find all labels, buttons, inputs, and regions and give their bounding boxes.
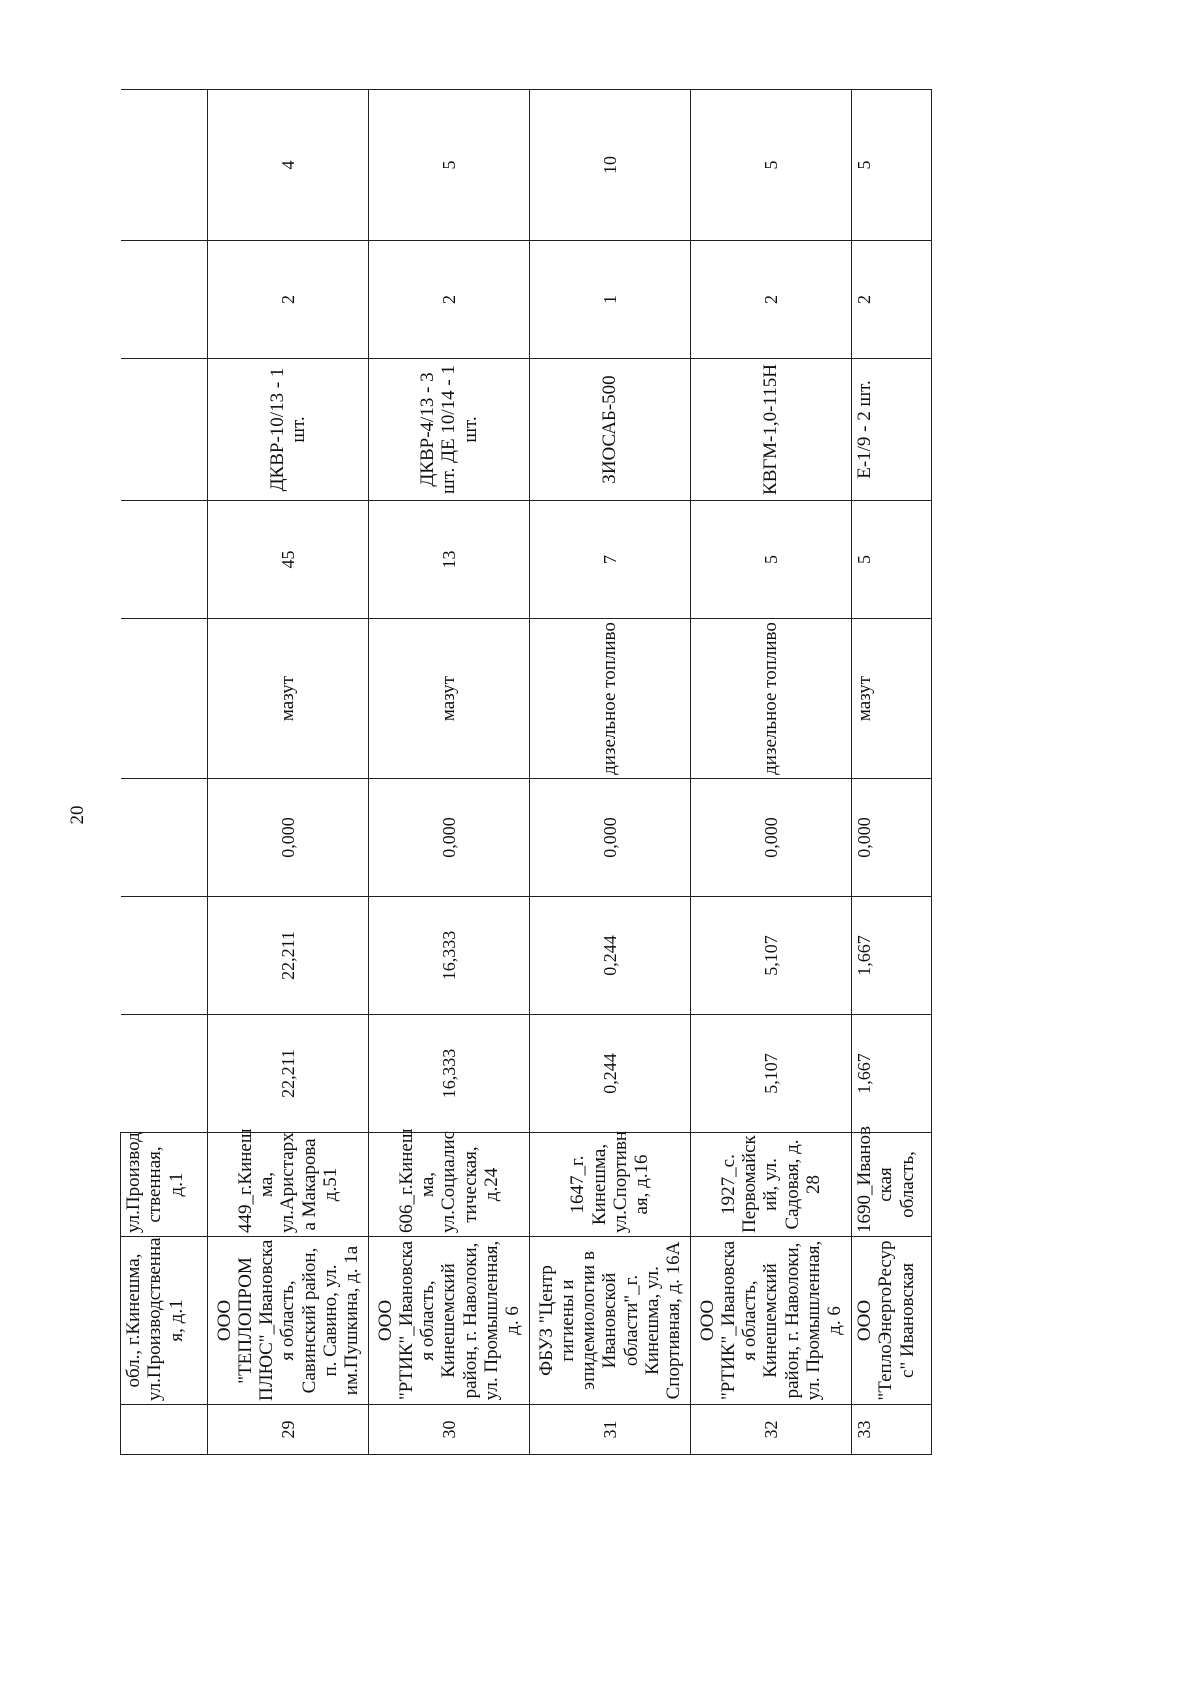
owner-cell: ООО "РТИК"_Ивановска я область, Кинешемский район, г. Наволоки, ул. Промышленная, д. 6	[369, 1237, 530, 1405]
fuel-cell: мазут	[369, 619, 530, 779]
fuel-cell: дизельное топливо	[691, 619, 852, 779]
header-blank-cell	[121, 90, 208, 241]
value-3-cell: 0,000	[691, 779, 852, 897]
value-3-cell: 0,000	[369, 779, 530, 897]
location-cell: 1690_Иванов ская область,	[852, 1133, 932, 1237]
header-idx-cell	[121, 1405, 208, 1455]
table-row	[208, 90, 369, 1455]
age-cell: 7	[530, 501, 691, 619]
table-row	[530, 90, 691, 1455]
row-index: 32	[691, 1405, 852, 1455]
last-cell: 5	[369, 90, 530, 241]
header-blank-cell	[121, 241, 208, 359]
owner-cell: ФБУЗ "Центр гигиены и эпидемиологии в Ивановской области"_г. Кинешма, ул. Спортивная, д. 16А	[530, 1237, 691, 1405]
header-blank-cell	[121, 501, 208, 619]
location-cell: 1927_с. Первомайск ий, ул. Садовая, д. 28	[691, 1133, 852, 1237]
boilers-cell: ЗИОСАБ-500	[530, 359, 691, 501]
owner-cell: ООО "РТИК"_Ивановска я область, Кинешемский район, г. Наволоки, ул. Промышленная, д. 6	[691, 1237, 852, 1405]
value-2-cell: 1,667	[852, 897, 932, 1015]
boiler-table	[120, 89, 932, 1455]
count-cell: 2	[208, 241, 369, 359]
header-blank-cell	[121, 897, 208, 1015]
value-2-cell: 16,333	[369, 897, 530, 1015]
count-cell: 1	[530, 241, 691, 359]
header-blank-cell	[121, 359, 208, 501]
last-cell: 5	[852, 90, 932, 241]
location-cell: 606_г.Кинеш ма, ул.Социалис тическая, д.24	[369, 1133, 530, 1237]
value-3-cell: 0,000	[208, 779, 369, 897]
owner-cell: ООО "ТеплоЭнергоРесур с" Ивановская	[852, 1237, 932, 1405]
value-1-cell: 0,244	[530, 1015, 691, 1133]
table-header-continuation	[121, 90, 208, 1455]
header-blank-cell	[121, 619, 208, 779]
table-row	[691, 90, 852, 1455]
count-cell: 2	[691, 241, 852, 359]
row-index: 31	[530, 1405, 691, 1455]
header-location-cell: ул.Производ ственная, д.1	[121, 1133, 208, 1237]
header-blank-cell	[121, 1015, 208, 1133]
value-1-cell: 5,107	[691, 1015, 852, 1133]
age-cell: 45	[208, 501, 369, 619]
table-row	[852, 90, 932, 1455]
count-cell: 2	[852, 241, 932, 359]
last-cell: 5	[691, 90, 852, 241]
value-1-cell: 16,333	[369, 1015, 530, 1133]
last-cell: 10	[530, 90, 691, 241]
value-3-cell: 0,000	[852, 779, 932, 897]
row-index: 29	[208, 1405, 369, 1455]
rotated-table-wrapper	[120, 90, 1000, 1455]
boilers-cell: ДКВР-4/13 - 3 шт. ДЕ 10/14 - 1 шт.	[369, 359, 530, 501]
value-2-cell: 0,244	[530, 897, 691, 1015]
boilers-cell: КВГМ-1,0-115Н	[691, 359, 852, 501]
count-cell: 2	[369, 241, 530, 359]
row-index: 30	[369, 1405, 530, 1455]
value-1-cell: 22,211	[208, 1015, 369, 1133]
fuel-cell: дизельное топливо	[530, 619, 691, 779]
last-cell: 4	[208, 90, 369, 241]
age-cell: 5	[852, 501, 932, 619]
page-number: 20	[67, 805, 88, 825]
value-1-cell: 1,667	[852, 1015, 932, 1133]
owner-cell: ООО "ТЕПЛОПРОМ ПЛЮС"_Ивановска я область, Савинский район, п. Савино, ул. им.Пушкина, д. 1а	[208, 1237, 369, 1405]
table-row	[369, 90, 530, 1455]
boilers-cell: ДКВР-10/13 - 1 шт.	[208, 359, 369, 501]
fuel-cell: мазут	[208, 619, 369, 779]
value-2-cell: 22,211	[208, 897, 369, 1015]
location-cell: 1647_г. Кинешма, ул.Спортивн ая, д.16	[530, 1133, 691, 1237]
boilers-cell: Е-1/9 - 2 шт.	[852, 359, 932, 501]
age-cell: 5	[691, 501, 852, 619]
value-2-cell: 5,107	[691, 897, 852, 1015]
age-cell: 13	[369, 501, 530, 619]
header-owner-cell: обл., г.Кинешма, ул.Производственна я, д.1	[121, 1237, 208, 1405]
row-index: 33	[852, 1405, 932, 1455]
fuel-cell: мазут	[852, 619, 932, 779]
location-cell: 449_г.Кинеш ма, ул.Аристарх а Макарова д.51	[208, 1133, 369, 1237]
header-blank-cell	[121, 779, 208, 897]
value-3-cell: 0,000	[530, 779, 691, 897]
